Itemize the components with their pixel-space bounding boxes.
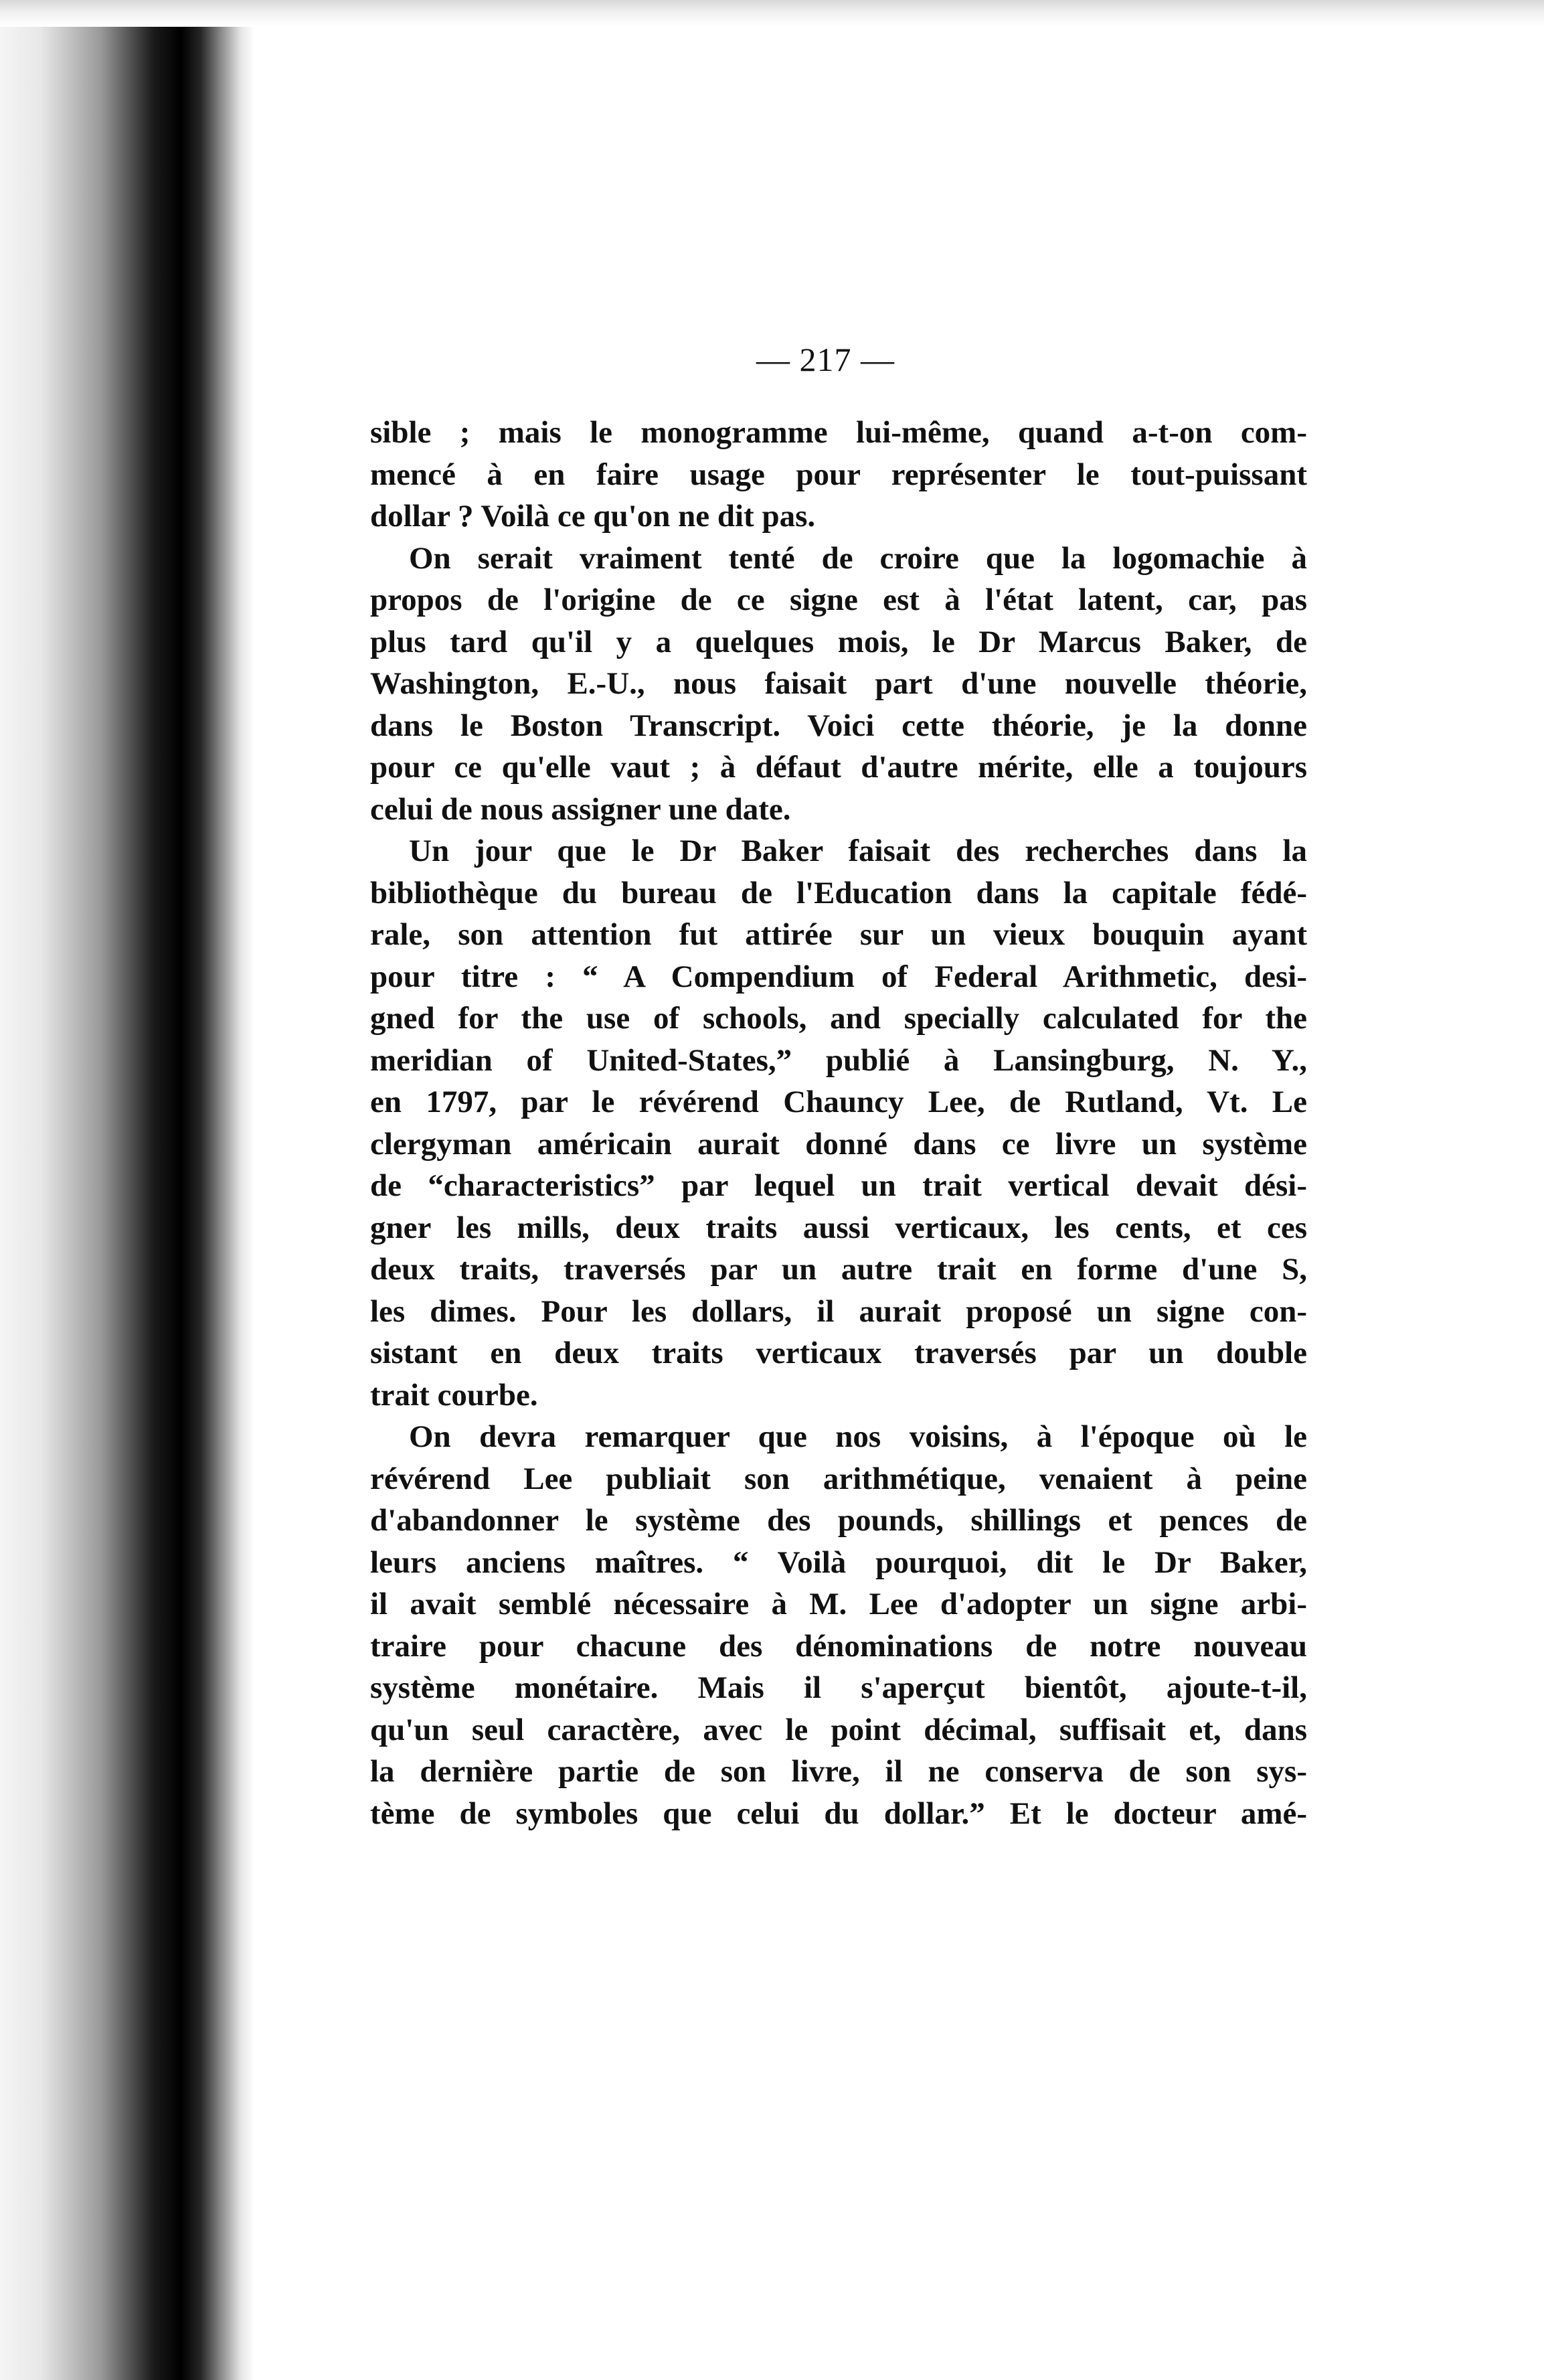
text-line: système monétaire. Mais il s'aperçut bientôt, ajoute-t-il, <box>370 1670 1307 1705</box>
text-line: dollar ? Voilà ce qu'on ne dit pas. <box>370 499 816 534</box>
text-line: plus tard qu'il y a quelques mois, le Dr Marcus Baker, de <box>370 624 1307 659</box>
text-line: pour ce qu'elle vaut ; à défaut d'autre mérite, elle a toujours <box>370 750 1307 785</box>
text-line: tème de symboles que celui du dollar.” Et le docteur amé- <box>370 1796 1307 1831</box>
text-line: meridian of United-States,” publié à Lansingburg, N. Y., <box>370 1042 1307 1078</box>
text-line: mencé à en faire usage pour représenter le tout-puissant <box>370 457 1307 492</box>
text-line: il avait semblé nécessaire à M. Lee d'adopter un signe arbi- <box>370 1587 1307 1621</box>
text-line: Un jour que le Dr Baker faisait des recherches dans la <box>409 834 1307 868</box>
text-line: traire pour chacune des dénominations de notre nouveau <box>370 1628 1307 1664</box>
text-line: sible ; mais le monogramme lui-même, quand a-t-on com- <box>370 415 1307 450</box>
text-line: bibliothèque du bureau de l'Education dans la capitale fédé- <box>370 875 1307 910</box>
text-line: rale, son attention fut attirée sur un vieux bouquin ayant <box>370 917 1307 952</box>
text-line: Washington, E.-U., nous faisait part d'une nouvelle théorie, <box>370 666 1307 701</box>
scan-top-edge <box>0 0 1544 27</box>
text-line: d'abandonner le système des pounds, shillings et pences de <box>370 1503 1307 1538</box>
page-number: — 217 — <box>756 341 895 378</box>
text-line: révérend Lee publiait son arithmétique, venaient à peine <box>370 1461 1307 1496</box>
text-line: leurs anciens maîtres. “ Voilà pourquoi, dit le Dr Baker, <box>370 1544 1307 1580</box>
text-line: qu'un seul caractère, avec le point décimal, suffisait et, dans <box>370 1712 1307 1747</box>
scan-gutter-shadow <box>0 0 254 2380</box>
text-line: clergyman américain aurait donné dans ce livre un système <box>370 1126 1307 1162</box>
text-line: On devra remarquer que nos voisins, à l'époque où le <box>409 1419 1307 1454</box>
text-line: On serait vraiment tenté de croire que la logomachie à <box>409 540 1307 576</box>
text-line: dans le Boston Transcript. Voici cette théorie, je la donne <box>370 708 1307 743</box>
text-line: gner les mills, deux traits aussi verticaux, les cents, et ces <box>370 1210 1307 1245</box>
text-line: en 1797, par le révérend Chauncy Lee, de Rutland, Vt. Le <box>370 1085 1307 1119</box>
text-line: gned for the use of schools, and specially calculated for the <box>370 1001 1307 1036</box>
text-line: celui de nous assigner une date. <box>370 791 791 827</box>
text-line: la dernière partie de son livre, il ne conserva de son sys- <box>370 1754 1307 1789</box>
body-text <box>370 412 1307 1834</box>
text-line: propos de l'origine de ce signe est à l'état latent, car, pas <box>370 582 1307 617</box>
text-line: sistant en deux traits verticaux traversés par un double <box>370 1336 1307 1370</box>
text-line: les dimes. Pour les dollars, il aurait proposé un signe con- <box>370 1293 1307 1329</box>
text-line: de “characteristics” par lequel un trait vertical devait dési- <box>370 1168 1307 1203</box>
text-line: deux traits, traversés par un autre trait en forme d'une S, <box>370 1252 1307 1287</box>
text-line: pour titre : “ A Compendium of Federal Arithmetic, desi- <box>370 959 1307 994</box>
text-line: trait courbe. <box>370 1377 538 1413</box>
